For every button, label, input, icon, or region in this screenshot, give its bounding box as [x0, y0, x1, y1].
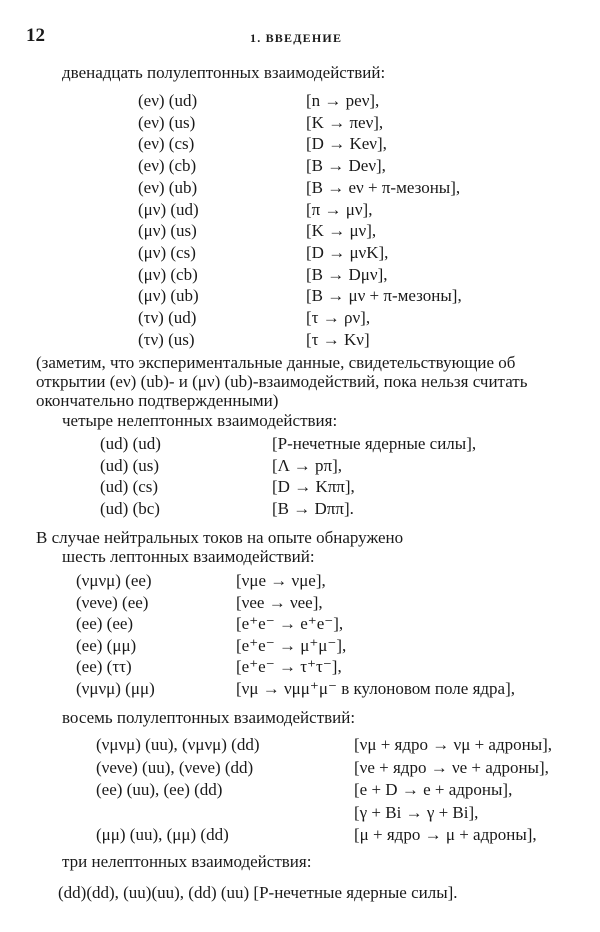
section2-intro: четыре нелептонных взаимодействия:: [62, 411, 338, 430]
reaction: [D → Kππ],: [272, 477, 355, 496]
current-pair: (νeνe) (ee): [76, 592, 149, 612]
current-pair: (νμνμ) (uu), (νμνμ) (dd): [96, 735, 260, 754]
current-pair: (μν) (us): [138, 221, 197, 241]
reaction: [Λ → pπ],: [272, 455, 343, 475]
section1-intro: двенадцать полулептонных взаимодействий:: [62, 63, 386, 82]
reaction: [e⁺e⁻ → e⁺e⁻],: [236, 614, 344, 634]
current-pair: (ud) (bc): [100, 498, 160, 518]
current-pair: (ee) (uu), (ee) (dd): [96, 780, 223, 799]
reaction: [K → πeν],: [306, 112, 384, 132]
reaction: [μ + ядро → μ + адроны],: [354, 825, 537, 844]
reaction: [e + D → e + адроны],: [354, 780, 513, 799]
current-pair: (νμνμ) (ee): [76, 571, 152, 590]
page-number: 12: [26, 25, 45, 46]
current-pair: (νeνe) (uu), (νeνe) (dd): [96, 757, 254, 777]
current-pair: (μν) (cs): [138, 242, 196, 262]
current-pair: (ud) (ud): [100, 434, 161, 453]
reaction: [B → eν + π-мезоны],: [306, 177, 461, 197]
reaction: [τ → ρν],: [306, 308, 371, 327]
reaction: [γ + Bi → γ + Bi],: [354, 802, 479, 822]
reaction: [P-нечетные ядерные силы],: [272, 434, 477, 453]
current-pair: (eν) (cb): [138, 156, 197, 176]
reaction: [νee → νee],: [236, 592, 323, 612]
reaction: [B → Deν],: [306, 156, 386, 176]
reaction: [B → μν + π-мезоны],: [306, 286, 462, 306]
running-head: 1. ВВЕДЕНИЕ: [250, 31, 343, 45]
current-pair: (τν) (us): [138, 329, 195, 349]
reaction: [K → μν],: [306, 221, 377, 241]
section5-intro: три нелептонных взаимодействия:: [62, 852, 312, 871]
current-pair: (eν) (us): [138, 112, 196, 132]
current-pair: (μν) (cb): [138, 264, 198, 284]
reaction: [D → μνK],: [306, 242, 389, 262]
section3-intro: шесть лептонных взаимодействий:: [62, 547, 315, 566]
reaction: [π → μν],: [306, 199, 373, 219]
current-pair: (μν) (ud): [138, 199, 199, 219]
reaction: [νe + ядро → νe + адроны],: [354, 757, 549, 777]
section4-intro: восемь полулептонных взаимодействий:: [62, 708, 356, 727]
current-pair: (νμνμ) (μμ): [76, 679, 155, 698]
reaction: [n → peν],: [306, 91, 380, 110]
current-pair: (μν) (ub): [138, 286, 199, 306]
current-pair: (eν) (cs): [138, 134, 195, 154]
section5-line: (dd)(dd), (uu)(uu), (dd) (uu) [P-нечетные ядерные силы].: [58, 883, 458, 902]
current-pair: (eν) (ub): [138, 177, 198, 197]
current-pair: (ee) (μμ): [76, 635, 137, 655]
reaction: [B → Dμν],: [306, 264, 388, 284]
reaction: [e⁺e⁻ → μ⁺μ⁻],: [236, 635, 347, 655]
reaction: [νμ → νμμ⁺μ⁻ в кулоновом поле ядра],: [236, 679, 515, 698]
current-pair: (μμ) (uu), (μμ) (dd): [96, 825, 229, 844]
current-pair: (ud) (cs): [100, 477, 159, 496]
reaction: [D → Keν],: [306, 134, 387, 154]
current-pair: (ee) (ττ): [76, 657, 132, 677]
neutral-currents-intro: В случае нейтральных токов на опыте обнаружено: [36, 528, 404, 547]
current-pair: (ee) (ee): [76, 614, 134, 634]
reaction: [B → Dππ].: [272, 498, 354, 518]
current-pair: (τν) (ud): [138, 308, 197, 327]
note-paragraph: (заметим, что экспериментальные данные, свидетельствующие об открытии (eν) (ub)- и (μν) (ub)-взаимодействий, пока нельзя считать окончательно подтвержденными): [36, 353, 528, 410]
current-pair: (ud) (us): [100, 455, 160, 475]
reaction: [τ → Kν]: [306, 329, 370, 349]
reaction: [νμe → νμe],: [236, 571, 326, 590]
reaction: [e⁺e⁻ → τ⁺τ⁻],: [236, 657, 342, 677]
reaction: [νμ + ядро → νμ + адроны],: [354, 735, 553, 754]
current-pair: (eν) (ud): [138, 91, 198, 110]
